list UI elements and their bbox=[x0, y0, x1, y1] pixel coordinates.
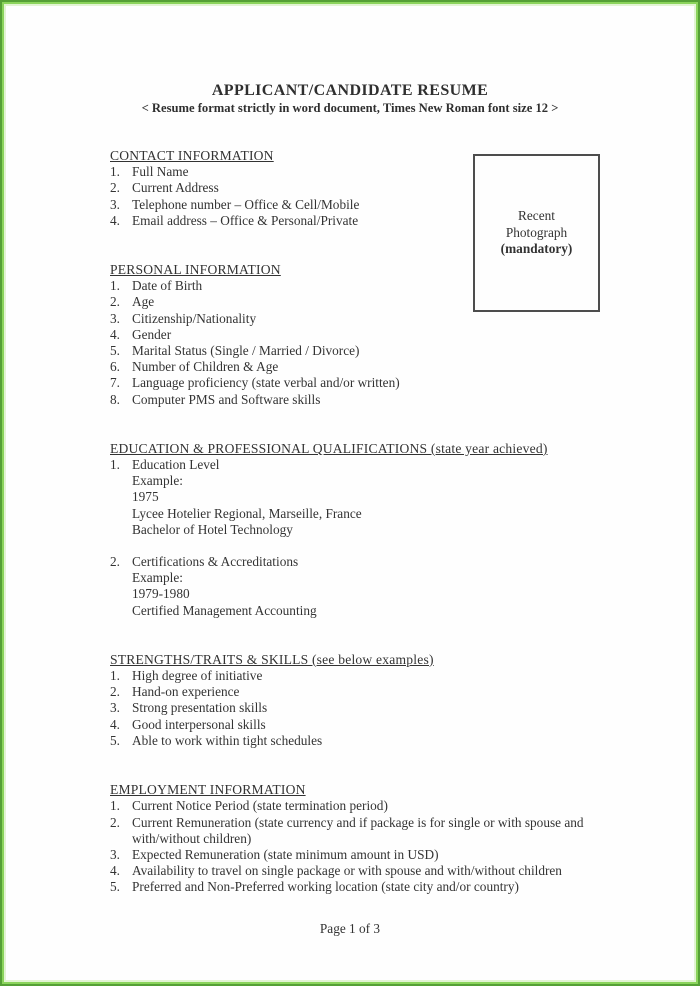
item-text: Current Remuneration (state currency and if package is for single or with spouse and with/without children) bbox=[132, 814, 584, 846]
page-number: Page 1 of 3 bbox=[319, 921, 381, 936]
section-education-professional-qualifications bbox=[110, 441, 610, 619]
item-number: 1. bbox=[110, 278, 120, 294]
item-number: 4. bbox=[110, 716, 120, 732]
list-item bbox=[110, 717, 610, 733]
item-text: High degree of initiative bbox=[132, 668, 263, 684]
item-number: 3. bbox=[110, 196, 120, 212]
item-text: Certifications & Accreditations bbox=[132, 554, 299, 570]
list-item bbox=[110, 847, 610, 863]
item-text: Date of Birth bbox=[132, 278, 203, 294]
item-number: 5. bbox=[110, 879, 120, 895]
item-body bbox=[132, 815, 610, 847]
item-number: 8. bbox=[110, 391, 120, 407]
item-number: 1. bbox=[110, 457, 120, 473]
list-item bbox=[110, 798, 610, 814]
list-item bbox=[110, 375, 610, 391]
item-body bbox=[132, 879, 610, 895]
item-number: 5. bbox=[110, 343, 120, 359]
item-text: Good interpersonal skills bbox=[132, 716, 266, 732]
item-body bbox=[132, 733, 610, 749]
item-body bbox=[132, 668, 610, 684]
section-item-list bbox=[110, 798, 610, 895]
item-text: Education Level bbox=[132, 457, 220, 473]
item-body bbox=[132, 375, 610, 391]
item-text: Full Name bbox=[132, 164, 189, 180]
item-text: Current Notice Period (state termination period) bbox=[132, 798, 388, 814]
item-number: 4. bbox=[110, 326, 120, 342]
item-text: Strong presentation skills bbox=[132, 700, 268, 716]
photo-line-recent: Recent bbox=[518, 208, 555, 224]
list-item bbox=[110, 554, 610, 619]
list-item bbox=[110, 392, 610, 408]
item-number: 2. bbox=[110, 180, 120, 196]
item-text: Telephone number – Office & Cell/Mobile bbox=[132, 196, 360, 212]
section-heading: STRENGTHS/TRAITS & SKILLS (see below examples) bbox=[110, 651, 434, 667]
section-strengths-traits-skills bbox=[110, 652, 610, 749]
item-subline: Bachelor of Hotel Technology bbox=[132, 521, 293, 537]
item-subline: Example: bbox=[132, 570, 183, 586]
item-text: Language proficiency (state verbal and/or written) bbox=[132, 375, 400, 391]
item-text: Computer PMS and Software skills bbox=[132, 391, 321, 407]
item-subline: Example: bbox=[132, 473, 183, 489]
item-number: 4. bbox=[110, 863, 120, 879]
item-body bbox=[132, 684, 610, 700]
item-text: Hand-on experience bbox=[132, 684, 240, 700]
item-text: Age bbox=[132, 294, 155, 310]
item-body bbox=[132, 457, 610, 538]
document-title: APPLICANT/CANDIDATE RESUME bbox=[211, 82, 489, 99]
item-body bbox=[132, 863, 610, 879]
item-number: 3. bbox=[110, 700, 120, 716]
item-text: Marital Status (Single / Married / Divorce) bbox=[132, 343, 360, 359]
item-number: 1. bbox=[110, 798, 120, 814]
item-subline: Certified Management Accounting bbox=[132, 602, 317, 618]
list-item bbox=[110, 343, 610, 359]
item-number: 5. bbox=[110, 732, 120, 748]
item-number: 1. bbox=[110, 668, 120, 684]
item-text: Availability to travel on single package or with spouse and with/without children bbox=[132, 863, 562, 879]
item-number: 7. bbox=[110, 375, 120, 391]
item-number: 1. bbox=[110, 164, 120, 180]
section-employment-information bbox=[110, 782, 610, 895]
item-body bbox=[132, 554, 610, 619]
item-body bbox=[132, 327, 610, 343]
item-subline: 1975 bbox=[132, 489, 159, 505]
item-text: Email address – Office & Personal/Private bbox=[132, 212, 359, 228]
item-number: 3. bbox=[110, 846, 120, 862]
item-body bbox=[132, 700, 610, 716]
list-item bbox=[110, 815, 610, 847]
list-item bbox=[110, 668, 610, 684]
item-body bbox=[132, 343, 610, 359]
photo-line-mandatory: (mandatory) bbox=[500, 241, 573, 257]
item-text: Preferred and Non-Preferred working location (state city and/or country) bbox=[132, 879, 519, 895]
list-item bbox=[110, 311, 610, 327]
list-item bbox=[110, 684, 610, 700]
item-body bbox=[132, 717, 610, 733]
item-number: 6. bbox=[110, 359, 120, 375]
photo-placeholder-text bbox=[501, 208, 573, 258]
section-heading: EMPLOYMENT INFORMATION bbox=[110, 782, 306, 798]
list-item bbox=[110, 879, 610, 895]
section-heading: PERSONAL INFORMATION bbox=[110, 262, 281, 278]
photo-line-photograph: Photograph bbox=[505, 224, 568, 240]
list-item bbox=[110, 457, 610, 538]
item-subline: Lycee Hotelier Regional, Marseille, France bbox=[132, 505, 362, 521]
section-item-list bbox=[110, 457, 610, 619]
item-body bbox=[132, 798, 610, 814]
section-heading: CONTACT INFORMATION bbox=[110, 148, 274, 163]
item-text: Expected Remuneration (state minimum amount in USD) bbox=[132, 846, 439, 862]
item-number: 3. bbox=[110, 310, 120, 326]
item-body bbox=[132, 847, 610, 863]
section-item-list bbox=[110, 668, 610, 749]
document-subtitle: < Resume format strictly in word document, Times New Roman font size 12 > bbox=[141, 101, 559, 115]
item-number: 4. bbox=[110, 212, 120, 228]
section-heading: EDUCATION & PROFESSIONAL QUALIFICATIONS (state year achieved) bbox=[110, 440, 548, 456]
item-text: Able to work within tight schedules bbox=[132, 732, 323, 748]
item-number: 2. bbox=[110, 684, 120, 700]
item-body bbox=[132, 392, 610, 408]
list-item bbox=[110, 700, 610, 716]
list-item bbox=[110, 733, 610, 749]
item-number: 2. bbox=[110, 554, 120, 570]
item-body bbox=[132, 359, 610, 375]
item-body bbox=[132, 311, 610, 327]
item-number: 2. bbox=[110, 814, 120, 830]
photo-placeholder-box bbox=[473, 154, 600, 312]
item-text: Number of Children & Age bbox=[132, 359, 279, 375]
item-subline: 1979-1980 bbox=[132, 586, 190, 602]
item-number: 2. bbox=[110, 294, 120, 310]
item-text: Current Address bbox=[132, 180, 219, 196]
list-item bbox=[110, 863, 610, 879]
item-text: Citizenship/Nationality bbox=[132, 310, 257, 326]
list-item bbox=[110, 359, 610, 375]
list-item bbox=[110, 327, 610, 343]
item-text: Gender bbox=[132, 326, 172, 342]
